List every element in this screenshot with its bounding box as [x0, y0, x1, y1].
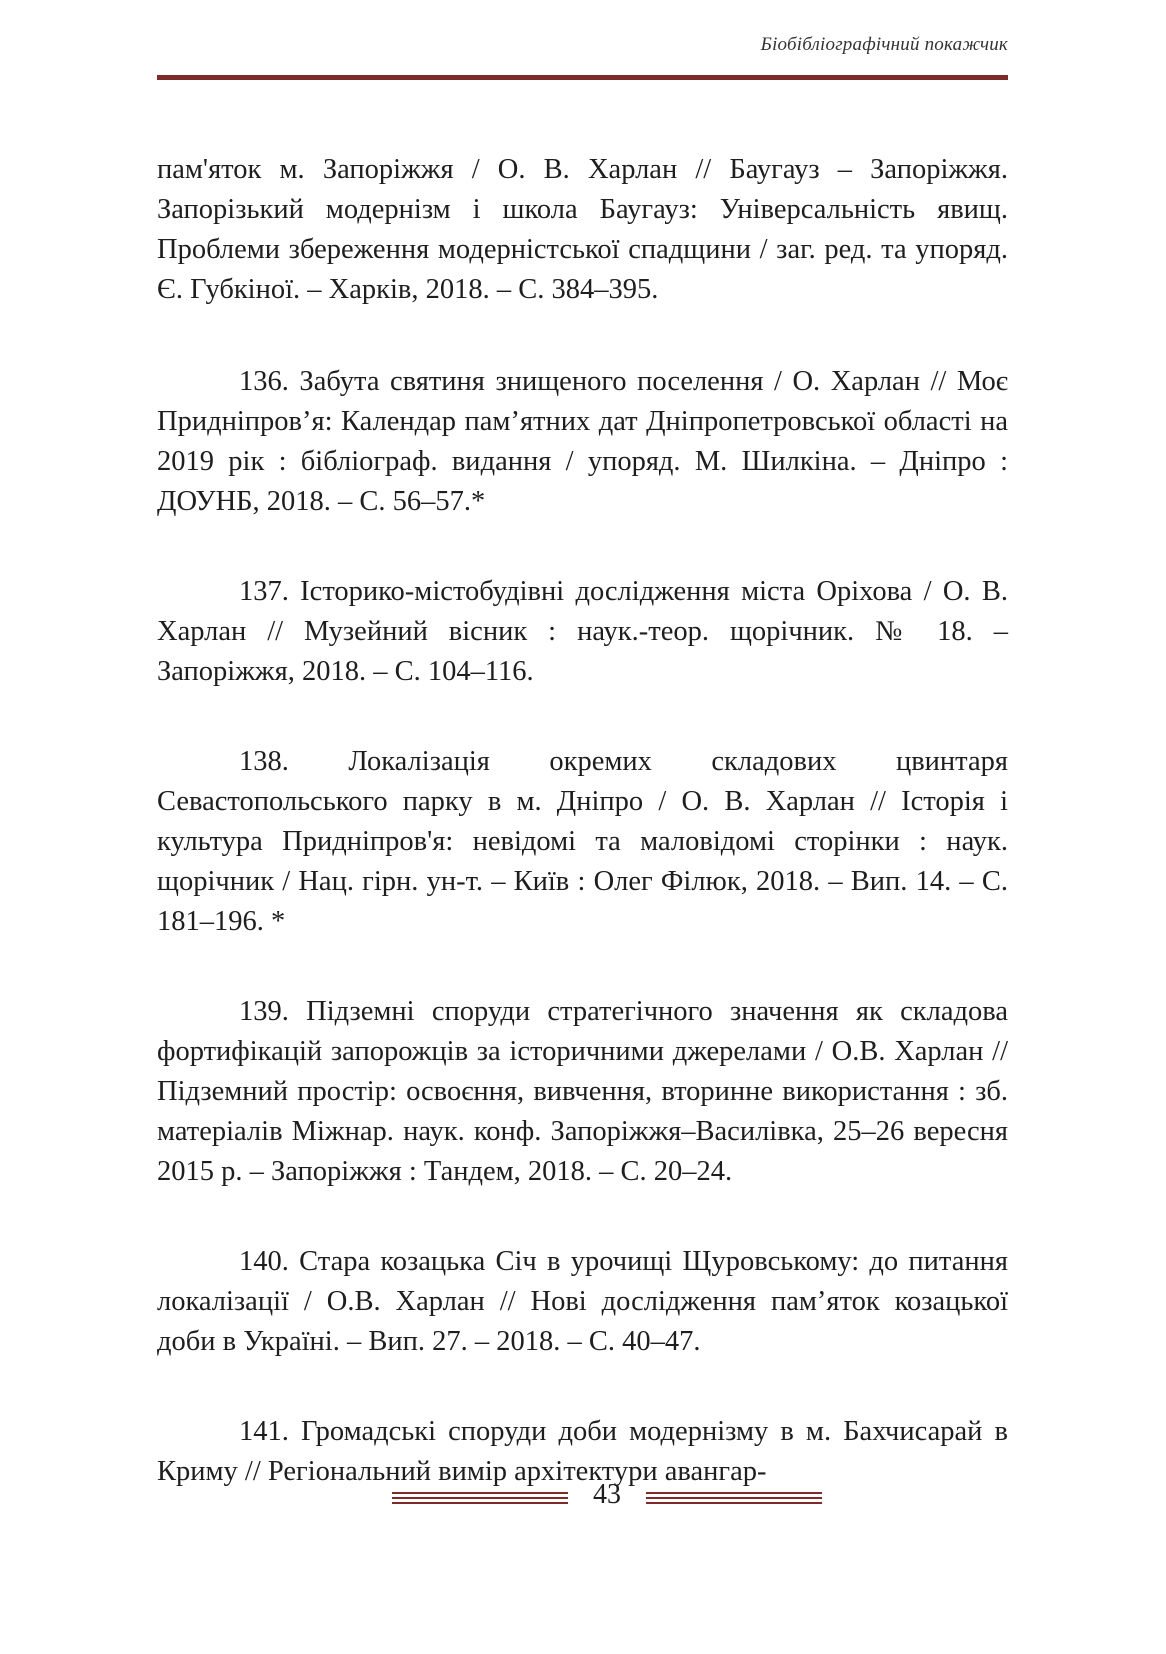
- entry-continuation: пам'яток м. Запоріжжя / О. В. Харлан // Баугауз – Запоріжжя. Запорізький модернізм і школа Баугауз: Універсальність явищ. Проблеми збереження модерністської спадщини / заг. ред. та упоряд. Є. Губкіної. – Харків, 2018. – С. 384–395.: [157, 154, 1008, 305]
- entry-137-text: 137. Історико-містобудівні дослідження міста Оріхова / О. В. Харлан // Музейний вісник : наук.-теор. щорічник. № 18. – Запоріжжя, 2018. – С. 104–116.: [157, 576, 1008, 687]
- page-footer: [0, 1475, 1166, 1515]
- entry-136: [157, 362, 1008, 522]
- header-rule: [157, 75, 1008, 80]
- entry-137: [157, 572, 1008, 692]
- running-header: Біобібліографічний покажчик: [760, 34, 1008, 55]
- page-number: 43: [593, 1479, 621, 1510]
- footer-rule-left: [392, 1492, 568, 1504]
- entry-140: [157, 1242, 1008, 1362]
- entry-139-text: 139. Підземні споруди стратегічного значення як складова фортифікацій запорожців за історичними джерелами / О.В. Харлан // Підземний простір: освоєння, вивчення, вторинне використання : зб. матеріалів Міжнар. наук. конф. Запоріжжя–Василівка, 25–26 вересня 2015 р. – Запоріжжя : Тандем, 2018. – С. 20–24.: [157, 996, 1008, 1187]
- entry-141-text: 141. Громадські споруди доби модернізму в м. Бахчисарай в Криму // Регіональний вимір архітектури авангар-: [157, 1416, 1008, 1487]
- bibliography-content: [157, 150, 1008, 1542]
- entry-140-text: 140. Стара козацька Січ в урочищі Щуровському: до питання локалізації / О.В. Харлан // Нові дослідження пам’яток козацької доби в Україні. – Вип. 27. – 2018. – С. 40–47.: [157, 1246, 1008, 1357]
- entry-138-text: 138. Локалізація окремих складових цвинтаря Севастопольського парку в м. Дніпро / О. В. Харлан // Історія і культура Придніпров'я: невідомі та маловідомі сторінки : наук. щорічник / Нац. гірн. ун-т. – Київ : Олег Філюк, 2018. – Вип. 14. – С. 181–196. *: [157, 746, 1008, 937]
- entry-136-text: 136. Забута святиня знищеного поселення / О. Харлан // Моє Придніпров’я: Календар пам’ятних дат Дніпропетровської області на 2019 рік : бібліограф. видання / упоряд. М. Шилкіна. – Дніпро : ДОУНБ, 2018. – С. 56–57.*: [157, 366, 1008, 517]
- entry-139: [157, 992, 1008, 1192]
- footer-rule-right: [646, 1492, 822, 1504]
- entry-138: [157, 742, 1008, 942]
